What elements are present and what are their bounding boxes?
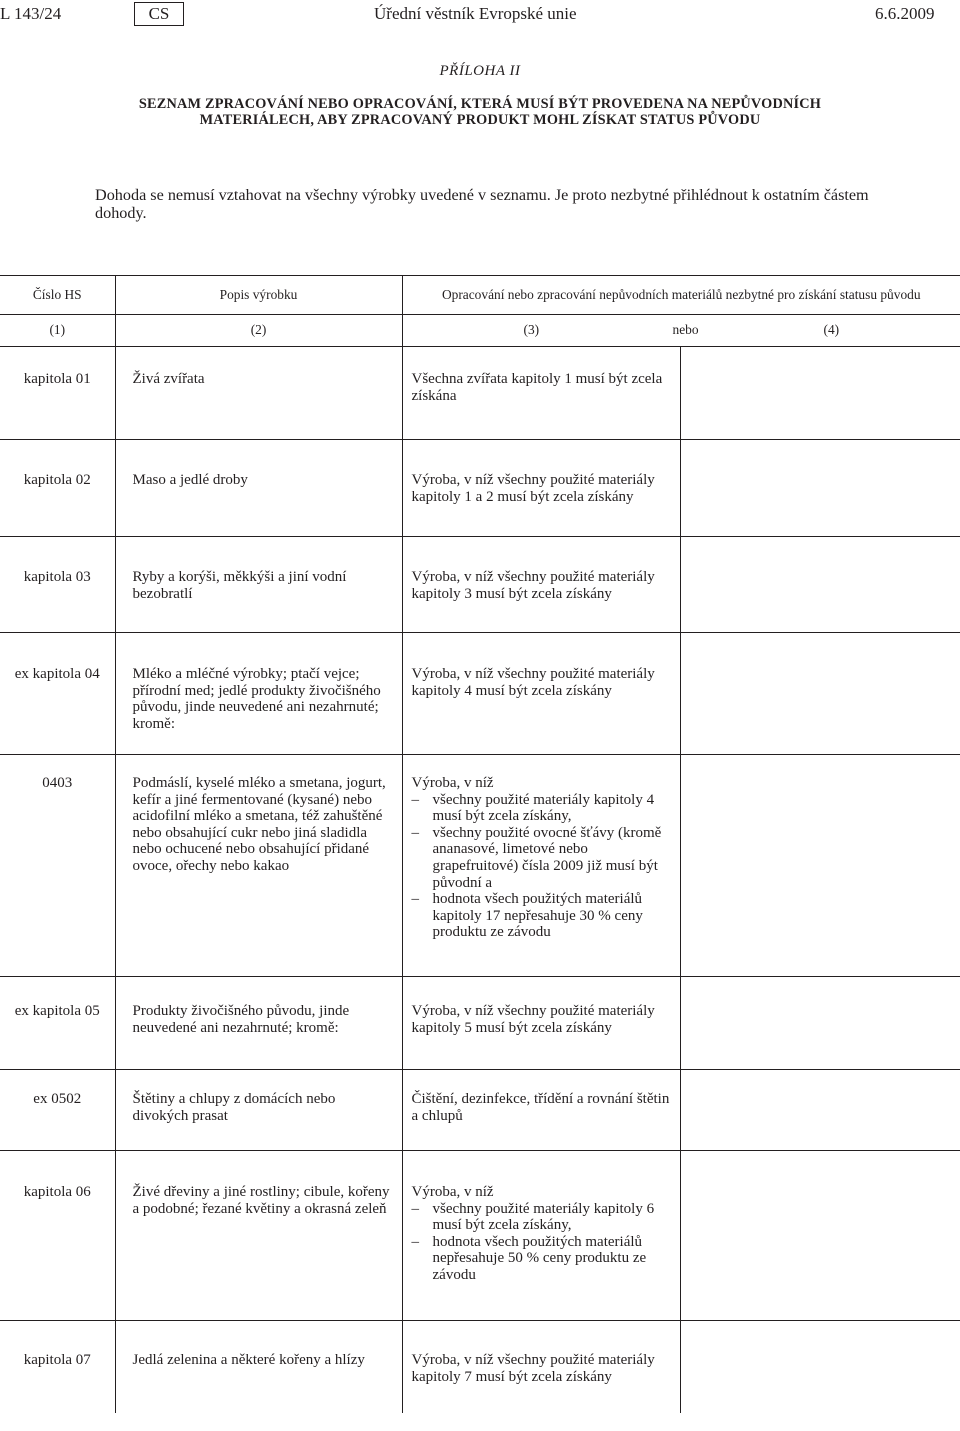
- subheader-col-2: (2): [115, 315, 402, 347]
- processing-rule: [403, 1151, 680, 1284]
- processing-list-item: – všechny použité ovocné šťávy (kromě ananasové, limetové nebo grapefruitové) čísla 2009 již musí být původní a: [412, 825, 672, 891]
- language-badge: CS: [134, 2, 184, 26]
- product-description: Maso a jedlé droby: [132, 472, 248, 488]
- product-description: Živé dřeviny a jiné rostliny; cibule, kořeny a podobné; řezané květiny a okrasná zeleň: [132, 1184, 390, 1217]
- processing-rule: Výroba, v níž všechny použité materiály kapitoly 5 musí být zcela získány: [411, 1003, 655, 1036]
- page-reference: L 143/24: [0, 4, 62, 23]
- processing-list: [412, 792, 672, 941]
- header-hs-number: Číslo HS: [0, 276, 115, 315]
- table-row: [0, 537, 960, 633]
- processing-rule: [403, 755, 680, 941]
- product-description: Ryby a korýši, měkkýši a jiní vodní bezobratlí: [132, 569, 347, 602]
- publication-date: 6.6.2009: [875, 4, 935, 23]
- table-row: [0, 1151, 960, 1321]
- table-row: [0, 1321, 960, 1413]
- main-title: [60, 96, 900, 128]
- product-description: Produkty živočišného původu, jinde neuvedené ani nezahrnuté; kromě:: [132, 1003, 350, 1036]
- processing-list-item: – hodnota všech použitých materiálů nepřesahuje 50 % ceny produktu ze závodu: [412, 1234, 672, 1284]
- table-row: [0, 755, 960, 977]
- table-header-row: [0, 276, 960, 315]
- table-row: [0, 347, 960, 440]
- hs-code: ex 0502: [33, 1091, 82, 1107]
- rules-table: [0, 275, 960, 1413]
- subheader-col-3-4: [402, 315, 960, 347]
- table-row: [0, 633, 960, 755]
- hs-code: kapitola 07: [23, 1352, 91, 1368]
- processing-rule: Všechna zvířata kapitoly 1 musí být zcela získána: [411, 371, 663, 404]
- processing-list-item: – všechny použité materiály kapitoly 4 musí být zcela získány,: [412, 792, 672, 825]
- intro-paragraph: Dohoda se nemusí vztahovat na všechny výrobky uvedené v seznamu. Je proto nezbytné přihlédnout k ostatním částem dohody.: [95, 186, 869, 222]
- header-processing: Opracování nebo zpracování nepůvodních materiálů nezbytné pro získání statusu původu: [402, 276, 960, 315]
- table-row: [0, 977, 960, 1070]
- processing-intro: Výroba, v níž: [411, 1184, 494, 1200]
- subheader-col-3: (3): [523, 322, 540, 337]
- subheader-col-1: (1): [0, 315, 115, 347]
- hs-code: 0403: [42, 775, 73, 791]
- hs-code: kapitola 02: [23, 472, 91, 488]
- processing-rule: Výroba, v níž všechny použité materiály kapitoly 7 musí být zcela získány: [411, 1352, 655, 1385]
- product-description: Podmáslí, kyselé mléko a smetana, jogurt, kefír a jiné fermentované (kysané) nebo acidofilní mléko a smetana, též zahuštěné nebo obsahující cukr nebo jiná sladidla nebo ochucené nebo obsahující přidané ovoce, ořechy nebo kakao: [132, 775, 386, 874]
- subheader-col-4: (4): [823, 322, 840, 337]
- table-subheader-row: [0, 315, 960, 347]
- journal-title: Úřední věstník Evropské unie: [374, 4, 577, 23]
- processing-rule: Čištění, dezinfekce, třídění a rovnání štětin a chlupů: [411, 1091, 670, 1124]
- processing-list-item: – hodnota všech použitých materiálů kapitoly 17 nepřesahuje 30 % ceny produktu ze závodu: [412, 891, 672, 941]
- hs-code: kapitola 06: [23, 1184, 91, 1200]
- annex-title: PŘÍLOHA II: [439, 63, 521, 79]
- product-description: Jedlá zelenina a některé kořeny a hlízy: [132, 1352, 365, 1368]
- hs-code: ex kapitola 04: [14, 666, 100, 682]
- main-title-line-2: MATERIÁLECH, ABY ZPRACOVANÝ PRODUKT MOHL ZÍSKAT STATUS PŮVODU: [199, 112, 761, 128]
- hs-code: kapitola 01: [23, 371, 91, 387]
- table-row: [0, 440, 960, 537]
- product-description: Štětiny a chlupy z domácích nebo divokých prasat: [132, 1091, 336, 1124]
- processing-list-item: – všechny použité materiály kapitoly 6 musí být zcela získány,: [412, 1201, 672, 1234]
- main-title-line-1: SEZNAM ZPRACOVÁNÍ NEBO OPRACOVÁNÍ, KTERÁ MUSÍ BÝT PROVEDENA NA NEPŮVODNÍCH: [138, 96, 822, 112]
- processing-rule: Výroba, v níž všechny použité materiály kapitoly 1 a 2 musí být zcela získány: [411, 472, 655, 505]
- product-description: Mléko a mléčné výrobky; ptačí vejce; přírodní med; jedlé produkty živočišného původu, jinde neuvedené ani nezahrnuté; kromě:: [132, 666, 381, 732]
- product-description: Živá zvířata: [132, 371, 205, 387]
- processing-intro: Výroba, v níž: [411, 775, 494, 791]
- processing-list: [412, 1201, 672, 1284]
- page-header: [0, 0, 960, 28]
- header-description: Popis výrobku: [115, 276, 402, 315]
- processing-rule: Výroba, v níž všechny použité materiály kapitoly 4 musí být zcela získány: [411, 666, 655, 699]
- processing-rule: Výroba, v níž všechny použité materiály kapitoly 3 musí být zcela získány: [411, 569, 655, 602]
- table-row: [0, 1070, 960, 1151]
- hs-code: kapitola 03: [23, 569, 91, 585]
- subheader-or: nebo: [672, 322, 699, 337]
- hs-code: ex kapitola 05: [14, 1003, 100, 1019]
